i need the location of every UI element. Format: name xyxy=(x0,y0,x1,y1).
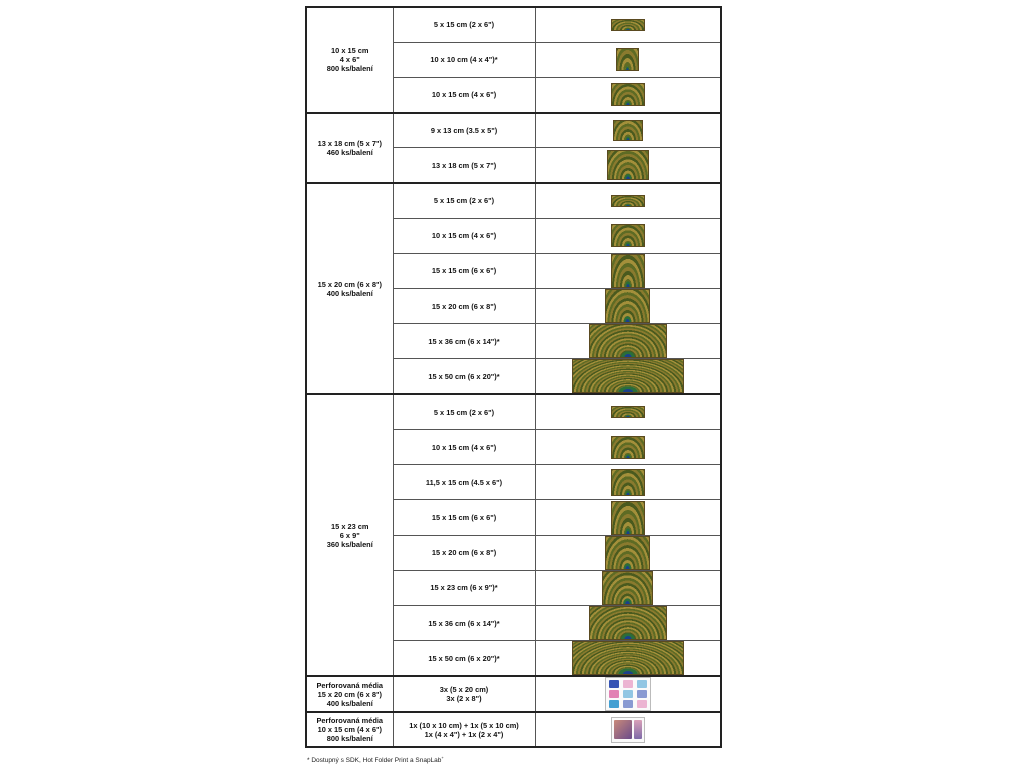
print-size-label: 15 x 36 cm (6 x 14")* xyxy=(428,336,500,346)
sample-tile xyxy=(637,680,647,688)
print-size-label: 13 x 18 cm (5 x 7") xyxy=(431,160,497,170)
sample-image-cell xyxy=(535,183,721,218)
peacock-thumbnail xyxy=(607,150,649,180)
table-row xyxy=(306,113,721,148)
print-size-cell xyxy=(393,606,535,641)
sample-image-cell xyxy=(535,394,721,429)
group-label-line: 4 x 6" xyxy=(339,55,360,65)
peacock-thumbnail xyxy=(589,324,667,358)
sample-image-cell xyxy=(535,77,721,112)
print-size-label: 15 x 15 cm (6 x 6") xyxy=(431,513,497,523)
print-size-label: 3x (2 x 8") xyxy=(446,694,482,704)
sample-image-cell xyxy=(535,7,721,42)
sample-image-cell xyxy=(535,218,721,253)
peacock-thumbnail xyxy=(572,641,684,675)
group-label-line: 460 ks/balení xyxy=(326,147,373,157)
print-size-table xyxy=(305,6,722,748)
paper-size-group-cell xyxy=(306,183,393,394)
print-size-label: 1x (10 x 10 cm) + 1x (5 x 10 cm) xyxy=(409,720,519,730)
sample-image-cell xyxy=(535,712,721,747)
group-label-line: 400 ks/balení xyxy=(326,698,373,708)
peacock-thumbnail xyxy=(589,606,667,640)
print-size-cell xyxy=(393,7,535,42)
sample-photo-large xyxy=(614,720,632,739)
sample-image-cell xyxy=(535,430,721,465)
table-row xyxy=(306,183,721,218)
sample-image-cell xyxy=(535,500,721,535)
sample-tile xyxy=(637,690,647,698)
group-label-line: 800 ks/balení xyxy=(326,64,373,74)
perforated-photo-sample xyxy=(611,717,645,743)
print-size-cell xyxy=(393,113,535,148)
print-size-label: 3x (5 x 20 cm) xyxy=(439,685,489,695)
paper-size-group-cell xyxy=(306,7,393,113)
group-label-line: 6 x 9" xyxy=(339,530,360,540)
sample-image-cell xyxy=(535,253,721,288)
peacock-thumbnail xyxy=(613,120,643,141)
sample-image-cell xyxy=(535,148,721,183)
print-size-cell xyxy=(393,289,535,324)
peacock-thumbnail xyxy=(611,406,645,418)
print-size-label: 10 x 15 cm (4 x 6") xyxy=(431,231,497,241)
peacock-thumbnail xyxy=(605,536,650,570)
sample-photo-small xyxy=(634,720,642,739)
peacock-thumbnail xyxy=(605,289,650,323)
print-size-label: 10 x 15 cm (4 x 6") xyxy=(431,442,497,452)
print-size-label: 10 x 15 cm (4 x 6") xyxy=(431,90,497,100)
print-size-label: 15 x 20 cm (6 x 8") xyxy=(431,548,497,558)
group-label-line: 13 x 18 cm (5 x 7") xyxy=(317,138,382,148)
peacock-thumbnail xyxy=(611,501,645,535)
table-row xyxy=(306,676,721,712)
footnote-superscript: + xyxy=(441,755,444,760)
table-row xyxy=(306,7,721,42)
print-size-cell xyxy=(393,712,535,747)
sample-image-cell xyxy=(535,570,721,605)
sample-image-cell xyxy=(535,676,721,712)
peacock-thumbnail xyxy=(616,48,639,71)
print-size-cell xyxy=(393,500,535,535)
print-size-cell xyxy=(393,218,535,253)
group-label-line: 360 ks/balení xyxy=(326,539,373,549)
print-size-label: 9 x 13 cm (3.5 x 5") xyxy=(430,125,498,135)
group-label-line: 10 x 15 cm xyxy=(331,46,369,56)
table-row xyxy=(306,712,721,747)
sample-image-cell xyxy=(535,535,721,570)
sample-tile xyxy=(623,690,633,698)
print-size-cell xyxy=(393,641,535,677)
group-label-line: Perforovaná média xyxy=(316,680,384,690)
paper-size-group-cell xyxy=(306,676,393,712)
peacock-thumbnail xyxy=(611,19,645,31)
print-size-cell xyxy=(393,465,535,500)
peacock-thumbnail xyxy=(572,359,684,393)
table-row xyxy=(306,394,721,429)
print-size-cell xyxy=(393,324,535,359)
group-label-line: Perforovaná média xyxy=(316,716,384,726)
peacock-thumbnail xyxy=(611,436,645,459)
print-size-label: 10 x 10 cm (4 x 4")* xyxy=(430,55,498,65)
print-size-cell xyxy=(393,359,535,395)
sample-tile xyxy=(623,680,633,688)
peacock-thumbnail xyxy=(602,571,653,605)
print-size-label: 5 x 15 cm (2 x 6") xyxy=(433,196,495,206)
print-size-cell xyxy=(393,42,535,77)
print-size-label: 15 x 20 cm (6 x 8") xyxy=(431,301,497,311)
sample-image-cell xyxy=(535,324,721,359)
print-size-sheet xyxy=(305,6,720,748)
group-label-line: 15 x 23 cm xyxy=(331,521,369,531)
sample-tile xyxy=(609,680,619,688)
print-size-label: 11,5 x 15 cm (4.5 x 6") xyxy=(425,477,503,487)
footnote-text: * Dostupný s SDK, Hot Folder Print a SnapLab xyxy=(307,757,442,765)
table-body xyxy=(306,7,721,747)
perforated-strip-sample xyxy=(605,677,651,711)
sample-tile xyxy=(637,700,647,708)
print-size-cell xyxy=(393,253,535,288)
footnote xyxy=(307,755,444,764)
print-size-cell xyxy=(393,183,535,218)
print-size-cell xyxy=(393,430,535,465)
print-size-cell xyxy=(393,77,535,112)
sample-tile xyxy=(609,690,619,698)
print-size-label: 1x (4 x 4") + 1x (2 x 4") xyxy=(424,729,504,739)
print-size-label: 5 x 15 cm (2 x 6") xyxy=(433,407,495,417)
sample-image-cell xyxy=(535,465,721,500)
sample-image-cell xyxy=(535,606,721,641)
sample-image-cell xyxy=(535,289,721,324)
peacock-thumbnail xyxy=(611,195,645,207)
group-label-line: 400 ks/balení xyxy=(326,288,373,298)
print-size-label: 15 x 36 cm (6 x 14")* xyxy=(428,618,500,628)
peacock-thumbnail xyxy=(611,83,645,106)
print-size-label: 5 x 15 cm (2 x 6") xyxy=(433,20,495,30)
sample-image-cell xyxy=(535,113,721,148)
print-size-label: 15 x 23 cm (6 x 9")* xyxy=(430,583,498,593)
sample-tile xyxy=(623,700,633,708)
print-size-label: 15 x 15 cm (6 x 6") xyxy=(431,266,497,276)
paper-size-group-cell xyxy=(306,712,393,747)
print-size-cell xyxy=(393,570,535,605)
peacock-thumbnail xyxy=(611,254,645,288)
sample-image-cell xyxy=(535,42,721,77)
print-size-cell xyxy=(393,676,535,712)
print-size-cell xyxy=(393,535,535,570)
sample-image-cell xyxy=(535,641,721,677)
print-size-label: 15 x 50 cm (6 x 20")* xyxy=(428,371,500,381)
print-size-cell xyxy=(393,394,535,429)
group-label-line: 15 x 20 cm (6 x 8") xyxy=(317,689,382,699)
sample-tile xyxy=(609,700,619,708)
paper-size-group-cell xyxy=(306,113,393,183)
paper-size-group-cell xyxy=(306,394,393,676)
peacock-thumbnail xyxy=(611,469,645,496)
group-label-line: 800 ks/balení xyxy=(326,734,373,744)
sample-image-cell xyxy=(535,359,721,395)
group-label-line: 10 x 15 cm (4 x 6") xyxy=(317,725,382,735)
print-size-cell xyxy=(393,148,535,183)
print-size-label: 15 x 50 cm (6 x 20")* xyxy=(428,653,500,663)
group-label-line: 15 x 20 cm (6 x 8") xyxy=(317,279,382,289)
peacock-thumbnail xyxy=(611,224,645,247)
